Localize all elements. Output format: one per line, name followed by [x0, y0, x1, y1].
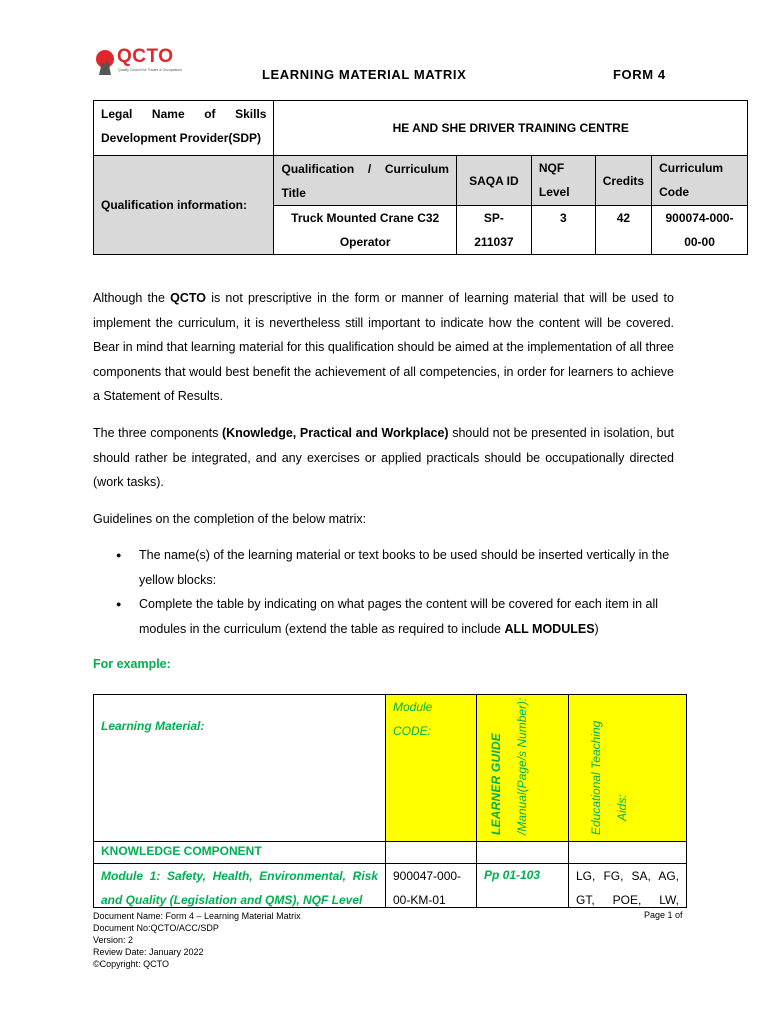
provider-table — [93, 100, 748, 255]
footer-copyright: ©Copyright: QCTO — [93, 959, 169, 969]
learner-guide-header — [477, 695, 569, 842]
col-nqf-level: NQF Level — [531, 156, 595, 206]
val-saqa-id: SP-211037 — [456, 206, 531, 255]
bullet-icon: ● — [116, 599, 122, 609]
qcto-logo — [95, 46, 181, 80]
list-item: ● The name(s) of the learning material or text books to be used should be inserted vertically in the yellow blocks: — [116, 543, 676, 592]
legal-name-label: Legal Name of Skills Development Provider(SDP) — [94, 101, 274, 156]
footer-doc-no: Document No:QCTO/ACC/SDP — [93, 923, 219, 933]
provider-name: HE AND SHE DRIVER TRAINING CENTRE — [274, 101, 748, 156]
module1-pages: Pp 01-103 — [477, 864, 569, 908]
module1-aids: LG, FG, SA, AG, GT, POE, LW, — [569, 864, 687, 908]
logo-text: QCTO — [117, 46, 174, 67]
intro-paragraph: Although the QCTO is not prescriptive in the form or manner of learning material that will be used to implement the curriculum, it is nevertheless still important to indicate how the content will be covered. Bear in mind that learning material for this qualification should be aimed at the implementation of all three components that would best benefit the achievement of all competencies, in order for learners to achieve a Statement of Results. — [93, 291, 674, 403]
col-qualification-title: Qualification / Curriculum Title — [274, 156, 456, 206]
learning-material-matrix — [93, 694, 687, 908]
val-qualification-title: Truck Mounted Crane C32 Operator — [274, 206, 456, 255]
val-curriculum-code: 900074-000-00-00 — [652, 206, 748, 255]
col-credits: Credits — [595, 156, 651, 206]
module1-code: 900047-000-00-KM-01 — [386, 864, 477, 908]
components-paragraph: The three components (Knowledge, Practical and Workplace) should not be presented in isolation, but should rather be integrated, and any exercises or applied practicals should be occupationally directed (work tasks). — [93, 426, 675, 489]
manual-pages-label: /Manual(Page/s Number): — [515, 697, 529, 835]
val-nqf-level: 3 — [531, 206, 595, 255]
module-code-header: Module CODE: — [386, 695, 477, 842]
form-number: FORM 4 — [613, 67, 666, 82]
educational-teaching-label: Educational Teaching — [589, 720, 603, 835]
qualification-info-label: Qualification information: — [94, 156, 274, 255]
list-item: ● Complete the table by indicating on what pages the content will be covered for each item in all modules in the curriculum (extend the table as required to include ALL MODULES) — [116, 592, 676, 641]
footer-doc-name: Document Name: Form 4 – Learning Material Matrix — [93, 911, 301, 921]
teaching-aids-header — [569, 695, 687, 842]
logo-subtitle: Quality Council for Trades & Occupations — [118, 68, 183, 72]
learner-guide-label: LEARNER GUIDE — [489, 733, 503, 835]
page-number: Page 1 of — [644, 910, 683, 920]
col-curriculum-code: Curriculum Code — [652, 156, 748, 206]
aids-label: Aids: — [615, 794, 629, 821]
col-saqa-id: SAQA ID — [456, 156, 531, 206]
example-label: For example: — [93, 657, 171, 671]
page-title: LEARNING MATERIAL MATRIX — [262, 67, 467, 82]
footer-review-date: Review Date: January 2022 — [93, 947, 204, 957]
bullet-icon: ● — [116, 550, 122, 560]
logo-mark-icon — [95, 49, 115, 75]
val-credits: 42 — [595, 206, 651, 255]
learning-material-label: Learning Material: — [94, 695, 386, 842]
module1-title: Module 1: Safety, Health, Environmental, Risk and Quality (Legislation and QMS), NQF Level — [94, 864, 386, 908]
guidelines-heading: Guidelines on the completion of the below matrix: — [93, 512, 367, 526]
document-footer — [93, 910, 301, 970]
footer-version: Version: 2 — [93, 935, 134, 945]
knowledge-component-row: KNOWLEDGE COMPONENT — [94, 842, 386, 864]
